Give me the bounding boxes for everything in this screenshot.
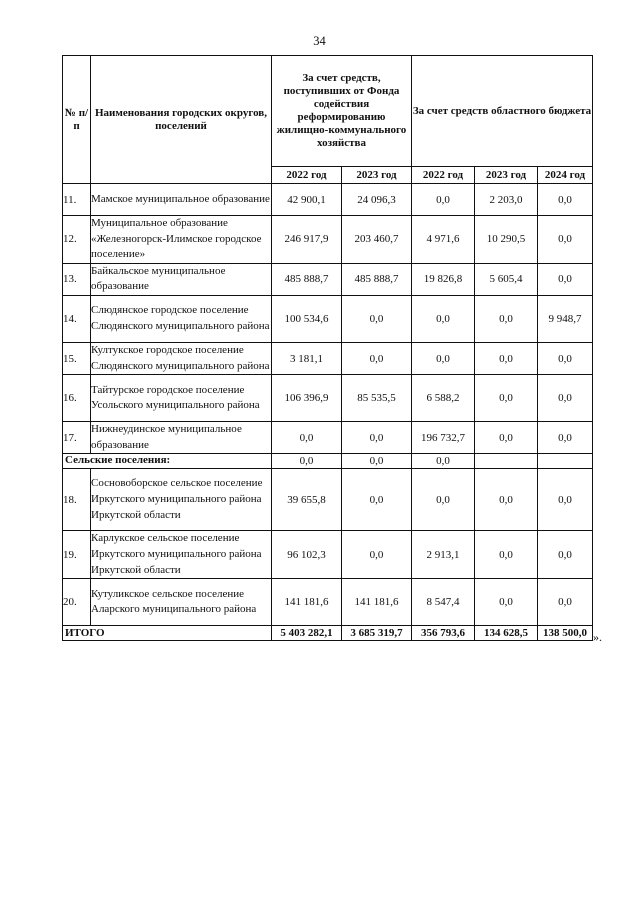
value-cell: 3 181,1 (272, 342, 342, 374)
table-row (63, 579, 593, 626)
value-cell: 0,0 (538, 422, 593, 454)
value-cell: 0,0 (475, 579, 538, 626)
page-number: 34 (313, 34, 326, 48)
value-cell: 141 181,6 (272, 579, 342, 626)
header-regional: За счет средств областного бюджета (412, 56, 593, 167)
header-num: № п/п (63, 56, 91, 184)
value-cell (475, 454, 538, 469)
value-cell: 0,0 (538, 531, 593, 579)
row-index: 19. (63, 531, 91, 579)
header-row (63, 56, 593, 167)
total-value: 356 793,6 (412, 626, 475, 641)
value-cell: 0,0 (538, 342, 593, 374)
value-cell: 0,0 (475, 422, 538, 454)
value-cell: 85 535,5 (342, 375, 412, 422)
value-cell: 0,0 (342, 454, 412, 469)
value-cell: 0,0 (412, 469, 475, 531)
value-cell: 106 396,9 (272, 375, 342, 422)
municipality-name: Тайтурское городское поселение Усольского муниципального района (91, 375, 272, 422)
value-cell: 0,0 (475, 469, 538, 531)
total-row (63, 626, 593, 641)
value-cell: 42 900,1 (272, 184, 342, 216)
value-cell: 0,0 (412, 454, 475, 469)
value-cell: 2 203,0 (475, 184, 538, 216)
row-index: 11. (63, 184, 91, 216)
table-row (63, 263, 593, 295)
section-row (63, 454, 593, 469)
value-cell: 0,0 (342, 531, 412, 579)
municipality-name: Мамское муниципальное образование (91, 184, 272, 216)
value-cell: 5 605,4 (475, 263, 538, 295)
value-cell: 0,0 (272, 422, 342, 454)
municipality-name: Сосновоборское сельское поселение Иркутского муниципального района Иркутской области (91, 469, 272, 531)
table-row (63, 295, 593, 342)
value-cell: 0,0 (538, 216, 593, 264)
year-header: 2023 год (475, 167, 538, 184)
row-index: 20. (63, 579, 91, 626)
table-row (63, 342, 593, 374)
municipality-name: Кутуликское сельское поселение Аларского муниципального района (91, 579, 272, 626)
section-label: Сельские поселения: (63, 454, 272, 469)
closing-quote: ». (593, 630, 602, 644)
municipality-name: Култукское городское поселение Слюдянского муниципального района (91, 342, 272, 374)
value-cell: 0,0 (342, 422, 412, 454)
header-name: Наименования городских округов, поселений (91, 56, 272, 184)
value-cell: 0,0 (538, 263, 593, 295)
value-cell: 203 460,7 (342, 216, 412, 264)
row-index: 18. (63, 469, 91, 531)
table-row (63, 216, 593, 264)
table-row (63, 184, 593, 216)
value-cell: 0,0 (538, 579, 593, 626)
table-row (63, 422, 593, 454)
row-index: 12. (63, 216, 91, 264)
value-cell: 19 826,8 (412, 263, 475, 295)
value-cell: 24 096,3 (342, 184, 412, 216)
table-row (63, 531, 593, 579)
municipality-name: Нижнеудинское муниципальное образование (91, 422, 272, 454)
value-cell: 0,0 (538, 469, 593, 531)
year-header: 2022 год (412, 167, 475, 184)
value-cell: 0,0 (475, 375, 538, 422)
year-header: 2023 год (342, 167, 412, 184)
year-header: 2024 год (538, 167, 593, 184)
value-cell: 485 888,7 (272, 263, 342, 295)
row-index: 17. (63, 422, 91, 454)
header-fund: За счет средств, поступивших от Фонда содействия реформированию жилищно-коммунального хозяйства (272, 56, 412, 167)
value-cell: 0,0 (538, 375, 593, 422)
value-cell: 0,0 (342, 342, 412, 374)
value-cell: 0,0 (475, 342, 538, 374)
value-cell: 6 588,2 (412, 375, 475, 422)
total-label: ИТОГО (63, 626, 272, 641)
total-value: 3 685 319,7 (342, 626, 412, 641)
row-index: 13. (63, 263, 91, 295)
value-cell: 0,0 (272, 454, 342, 469)
total-value: 134 628,5 (475, 626, 538, 641)
value-cell: 8 547,4 (412, 579, 475, 626)
value-cell (538, 454, 593, 469)
value-cell: 10 290,5 (475, 216, 538, 264)
value-cell: 196 732,7 (412, 422, 475, 454)
municipality-name: Муниципальное образование «Железногорск-Илимское городское поселение» (91, 216, 272, 264)
value-cell: 0,0 (412, 184, 475, 216)
value-cell: 0,0 (475, 295, 538, 342)
municipality-name: Слюдянское городское поселение Слюдянского муниципального района (91, 295, 272, 342)
table-row (63, 375, 593, 422)
municipality-name: Байкальское муниципальное образование (91, 263, 272, 295)
value-cell: 141 181,6 (342, 579, 412, 626)
year-header: 2022 год (272, 167, 342, 184)
value-cell: 9 948,7 (538, 295, 593, 342)
value-cell: 4 971,6 (412, 216, 475, 264)
total-value: 138 500,0 (538, 626, 593, 641)
value-cell: 0,0 (412, 342, 475, 374)
value-cell: 96 102,3 (272, 531, 342, 579)
value-cell: 485 888,7 (342, 263, 412, 295)
allocation-table (62, 55, 593, 641)
value-cell: 39 655,8 (272, 469, 342, 531)
value-cell: 0,0 (412, 295, 475, 342)
municipality-name: Карлукское сельское поселение Иркутского муниципального района Иркутской области (91, 531, 272, 579)
table-row (63, 469, 593, 531)
value-cell: 0,0 (342, 295, 412, 342)
row-index: 15. (63, 342, 91, 374)
value-cell: 246 917,9 (272, 216, 342, 264)
value-cell: 0,0 (342, 469, 412, 531)
row-index: 14. (63, 295, 91, 342)
value-cell: 100 534,6 (272, 295, 342, 342)
value-cell: 0,0 (538, 184, 593, 216)
value-cell: 0,0 (475, 531, 538, 579)
row-index: 16. (63, 375, 91, 422)
value-cell: 2 913,1 (412, 531, 475, 579)
total-value: 5 403 282,1 (272, 626, 342, 641)
